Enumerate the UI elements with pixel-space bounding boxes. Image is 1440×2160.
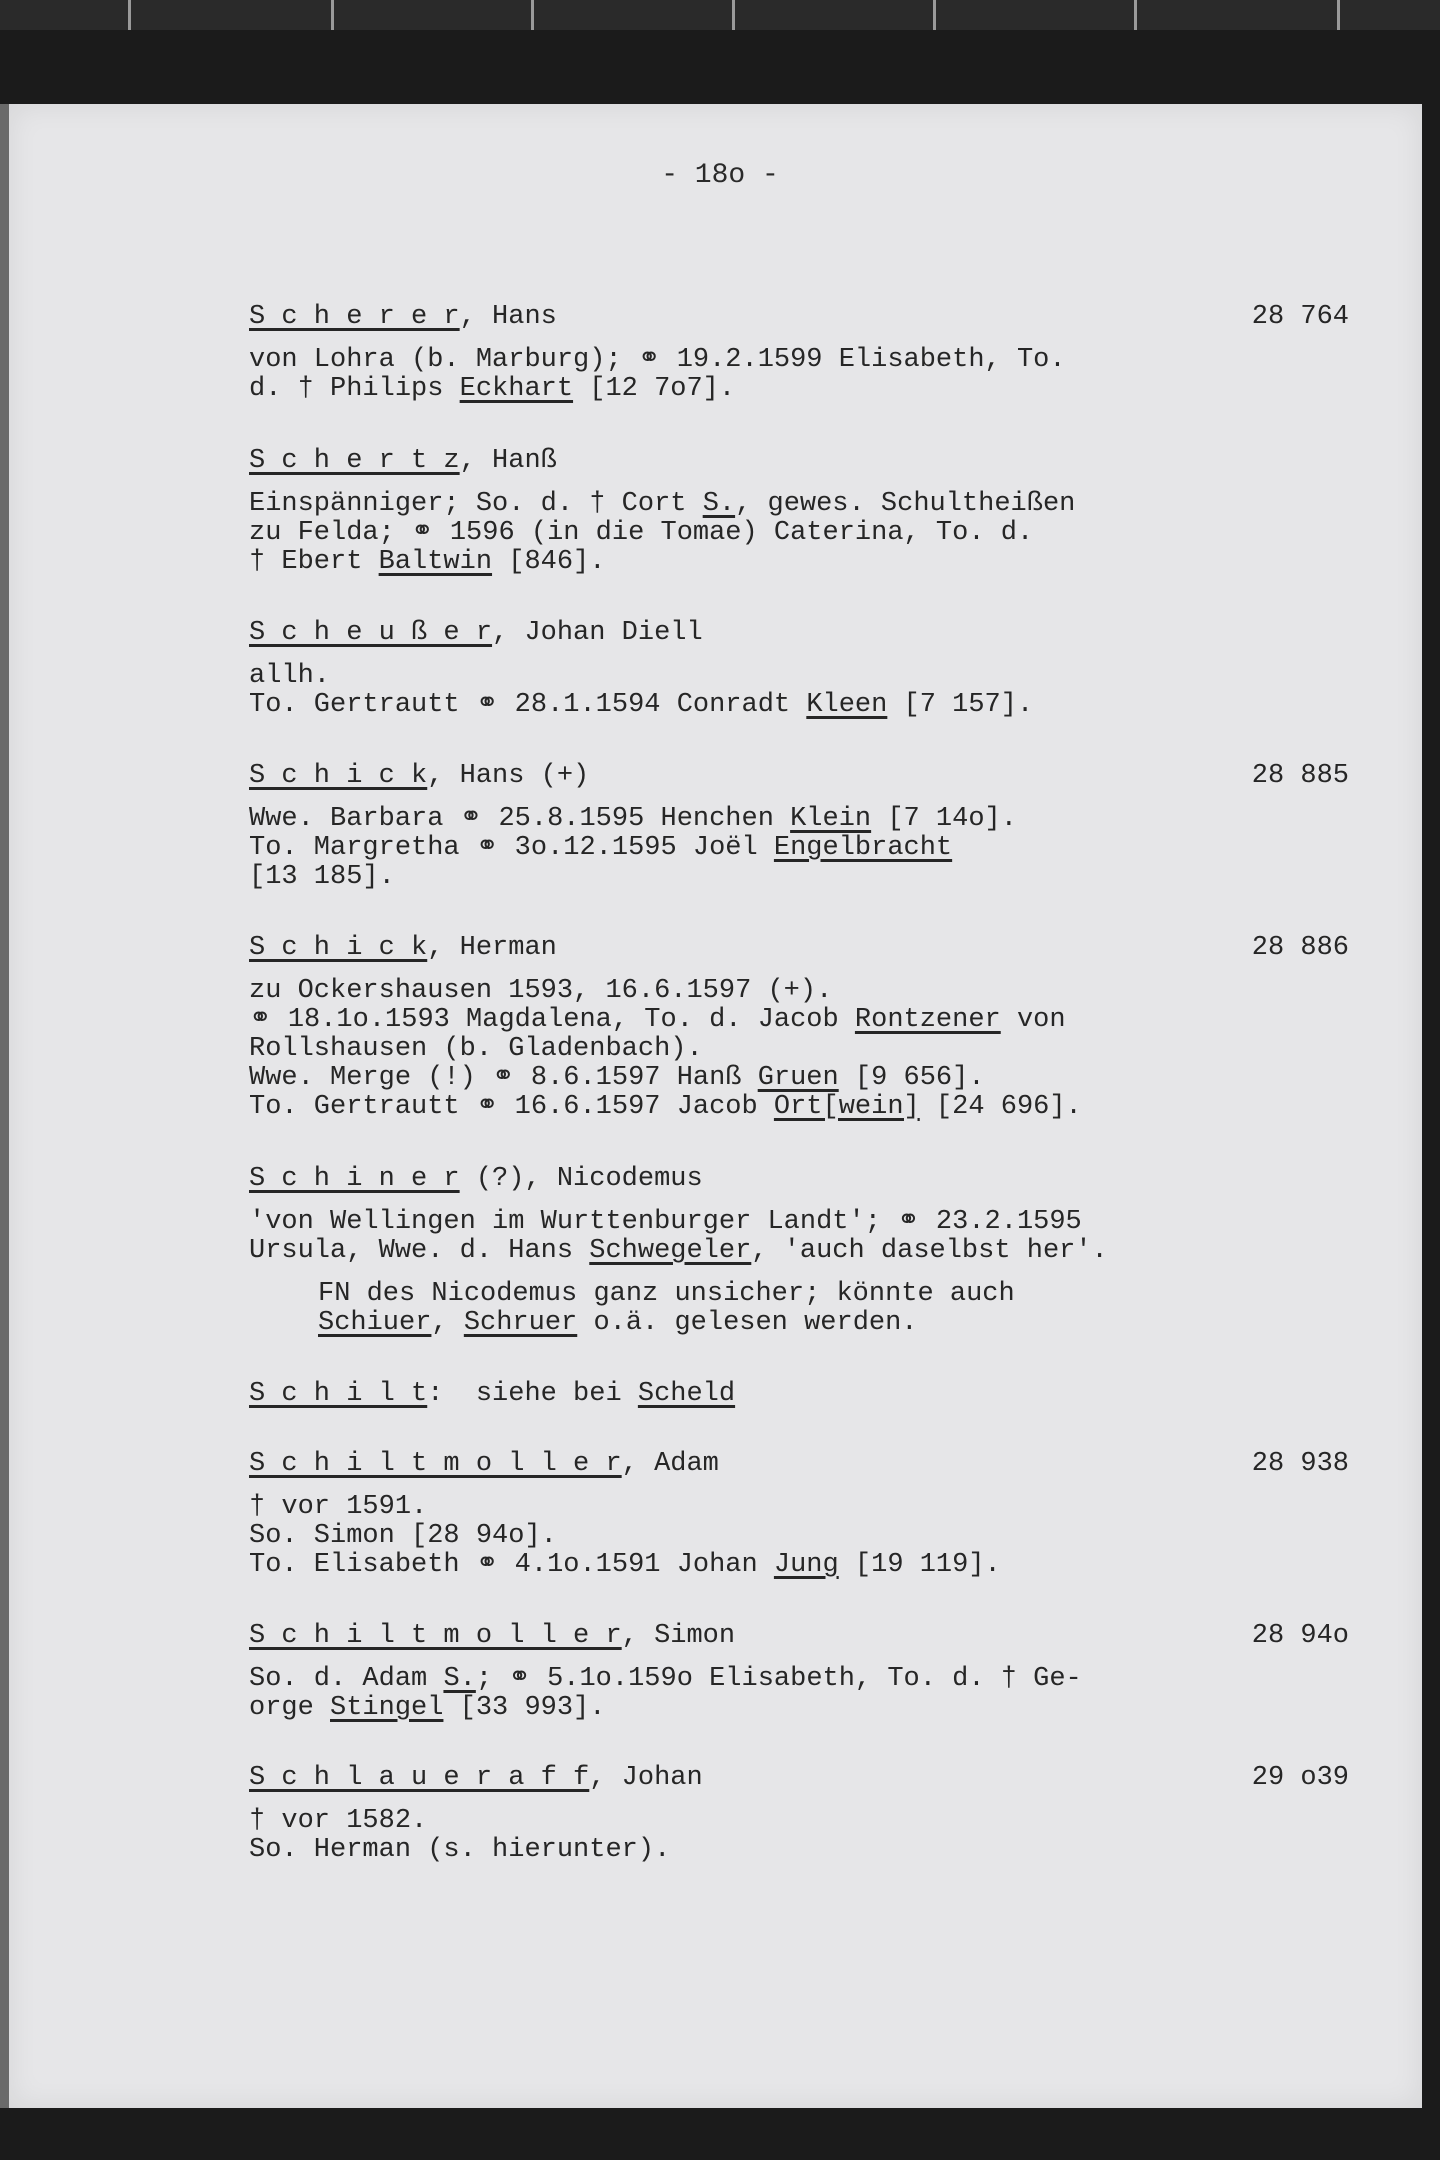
entry: [249, 1380, 1349, 1423]
ruler-tick: [1134, 0, 1137, 30]
scan-edge: [0, 104, 9, 2108]
text-segment: (?), Nicodemus: [459, 1164, 703, 1194]
entry: [249, 1622, 1349, 1723]
underlined-name: S c h e r t z: [249, 446, 460, 476]
underlined-name: S c h e r e r: [249, 302, 460, 332]
underlined-name: Schruer: [463, 1308, 578, 1338]
underlined-name: S c h i l t m o l l e r: [249, 1449, 622, 1479]
entry-heading: [249, 1764, 1349, 1793]
text-segment: [24 696].: [919, 1092, 1082, 1122]
entry-line: [249, 834, 1349, 863]
text-segment: , Hans (+): [427, 761, 590, 791]
note-spacer: [249, 1266, 1349, 1280]
text-segment: zu Ockershausen 1593, 16.6.1597 (+).: [249, 976, 833, 1006]
entry-number: 28 885: [1251, 761, 1349, 791]
entry: [249, 447, 1349, 577]
entry-heading: [249, 447, 1349, 476]
entry-heading: [249, 619, 1349, 648]
underlined-name: S c h i c k: [249, 761, 428, 791]
text-segment: allh.: [249, 661, 331, 691]
ruler-tick: [531, 0, 534, 30]
text-segment: von: [1000, 1005, 1066, 1035]
entry-line: [249, 1665, 1349, 1694]
entry-line: [249, 490, 1349, 519]
entry-line: [249, 1035, 1349, 1064]
text-segment: , Simon: [621, 1621, 736, 1651]
underlined-name: Schiuer: [318, 1308, 432, 1338]
text-segment: , Herman: [427, 933, 557, 963]
entry-number: 28 764: [1251, 302, 1349, 332]
entry-line: [249, 519, 1349, 548]
entry-line: [249, 662, 1349, 691]
entry-line: [249, 805, 1349, 834]
text-segment: , Adam: [621, 1449, 719, 1479]
entry-line: [249, 346, 1349, 375]
text-segment: [7 14o].: [871, 804, 1017, 834]
ruler-tick: [128, 0, 131, 30]
text-segment: von Lohra (b. Marburg); ⚭ 19.2.1599 Elisabeth, To.: [249, 345, 1066, 375]
underlined-name: S c h i c k: [249, 933, 428, 963]
underlined-name: Eckhart: [459, 374, 574, 404]
ruler-tick: [933, 0, 936, 30]
text-segment: So. d. Adam: [249, 1664, 444, 1694]
entry-line: [249, 1064, 1349, 1093]
text-segment: [9 656].: [838, 1063, 985, 1093]
entry-line: [249, 1208, 1349, 1237]
text-segment: So. Herman (s. hierunter).: [249, 1835, 671, 1865]
underlined-name: Scheld: [637, 1379, 736, 1409]
entry-heading: [249, 762, 1349, 791]
ruler-tick: [732, 0, 735, 30]
text-segment: , Hanß: [459, 446, 557, 476]
underlined-name: S.: [702, 489, 736, 519]
underlined-name: Jung: [773, 1550, 839, 1580]
text-segment: [33 993].: [443, 1693, 606, 1723]
underlined-name: S c h e u ß e r: [249, 618, 493, 648]
entry-line: [249, 1551, 1349, 1580]
entry-heading: [249, 934, 1349, 963]
text-segment: ,: [431, 1308, 464, 1338]
text-segment: Ursula, Wwe. d. Hans: [249, 1236, 590, 1266]
text-segment: , Hans: [459, 302, 557, 332]
underlined-name: S c h i n e r: [249, 1164, 460, 1194]
entry-line: [249, 548, 1349, 577]
entry-number: 28 938: [1251, 1449, 1349, 1479]
ruler-tick: [331, 0, 334, 30]
text-segment: , Johan Diell: [492, 618, 703, 648]
text-segment: , gewes. Schultheißen: [735, 489, 1076, 519]
underlined-name: S.: [443, 1664, 476, 1694]
text-segment: To. Gertrautt ⚭ 16.6.1597 Jacob: [249, 1092, 774, 1122]
underlined-name: Klein: [790, 804, 872, 834]
underlined-name: Ort[wein]: [773, 1092, 920, 1122]
underlined-name: Kleen: [806, 690, 888, 720]
underlined-name: S c h l a u e r a f f: [249, 1763, 590, 1793]
entry-line: [249, 1093, 1349, 1122]
text-segment: [13 185].: [249, 862, 395, 892]
entry-note-line: [249, 1309, 1349, 1338]
entry: [249, 1165, 1349, 1338]
entry-line: [249, 1694, 1349, 1723]
text-segment: So. Simon [28 94o].: [249, 1521, 557, 1551]
entry-line: [249, 1006, 1349, 1035]
entry-line: [249, 1807, 1349, 1836]
text-segment: [7 157].: [887, 690, 1034, 720]
underlined-name: Engelbracht: [773, 833, 953, 863]
text-segment: 'von Wellingen im Wurttenburger Landt'; ⚭ 23.2.1595: [249, 1207, 1082, 1237]
text-segment: To. Margretha ⚭ 3o.12.1595 Joël: [249, 833, 774, 863]
text-segment: FN des Nicodemus ganz unsicher; könnte auch: [318, 1279, 1015, 1309]
entry-line: [249, 863, 1349, 892]
text-segment: orge: [249, 1693, 331, 1723]
text-segment: ⚭ 18.1o.1593 Magdalena, To. d. Jacob: [249, 1005, 855, 1035]
text-segment: , 'auch daselbst her'.: [751, 1236, 1108, 1266]
text-segment: Wwe. Barbara ⚭ 25.8.1595 Henchen: [249, 804, 791, 834]
page-number: - 18o -: [661, 160, 779, 191]
text-segment: zu Felda; ⚭ 1596 (in die Tomae) Caterina, To. d.: [249, 518, 1034, 548]
entry-number: 29 o39: [1251, 1763, 1349, 1793]
entry-line: [249, 1237, 1349, 1266]
entry-heading: [249, 1380, 1349, 1409]
text-segment: Wwe. Merge (!) ⚭ 8.6.1597 Hanß: [249, 1063, 758, 1093]
text-segment: To. Gertrautt ⚭ 28.1.1594 Conradt: [249, 690, 807, 720]
underlined-name: Gruen: [757, 1063, 839, 1093]
entry-line: [249, 977, 1349, 1006]
entry-line: [249, 691, 1349, 720]
entry: [249, 1450, 1349, 1580]
text-segment: † vor 1582.: [249, 1806, 428, 1836]
text-segment: Einspänniger; So. d. † Cort: [249, 489, 703, 519]
entry-heading: [249, 1450, 1349, 1479]
text-segment: d. † Philips: [249, 374, 460, 404]
entry-heading: [249, 303, 1349, 332]
entry-line: [249, 375, 1349, 404]
scanner-top-strip: [0, 0, 1440, 30]
entry-number: 28 94o: [1251, 1621, 1349, 1651]
underlined-name: Stingel: [330, 1693, 444, 1723]
entry-number: 28 886: [1251, 933, 1349, 963]
underlined-name: S c h i l t: [249, 1379, 428, 1409]
text-segment: [846].: [492, 547, 606, 577]
entry: [249, 934, 1349, 1122]
entry-heading: [249, 1622, 1349, 1651]
text-segment: † Ebert: [249, 547, 379, 577]
underlined-name: Rontzener: [854, 1005, 1001, 1035]
entry: [249, 619, 1349, 720]
text-segment: [12 7o7].: [573, 374, 736, 404]
entry-line: [249, 1493, 1349, 1522]
entry: [249, 303, 1349, 404]
entry: [249, 762, 1349, 892]
entry-heading: [249, 1165, 1349, 1194]
text-segment: ; ⚭ 5.1o.159o Elisabeth, To. d. † Ge-: [475, 1664, 1082, 1694]
entry-line: [249, 1522, 1349, 1551]
entry: [249, 1764, 1349, 1865]
text-segment: , Johan: [589, 1763, 703, 1793]
text-segment: : siehe bei: [427, 1379, 638, 1409]
underlined-name: Schwegeler: [589, 1236, 752, 1266]
entry-line: [249, 1836, 1349, 1865]
underlined-name: S c h i l t m o l l e r: [249, 1621, 622, 1651]
text-segment: Rollshausen (b. Gladenbach).: [249, 1034, 703, 1064]
entry-note-line: [249, 1280, 1349, 1309]
text-segment: [19 119].: [838, 1550, 1001, 1580]
text-segment: To. Elisabeth ⚭ 4.1o.1591 Johan: [249, 1550, 774, 1580]
underlined-name: Baltwin: [378, 547, 493, 577]
text-segment: † vor 1591.: [249, 1492, 428, 1522]
text-segment: o.ä. gelesen werden.: [577, 1308, 918, 1338]
ruler-tick: [1337, 0, 1340, 30]
